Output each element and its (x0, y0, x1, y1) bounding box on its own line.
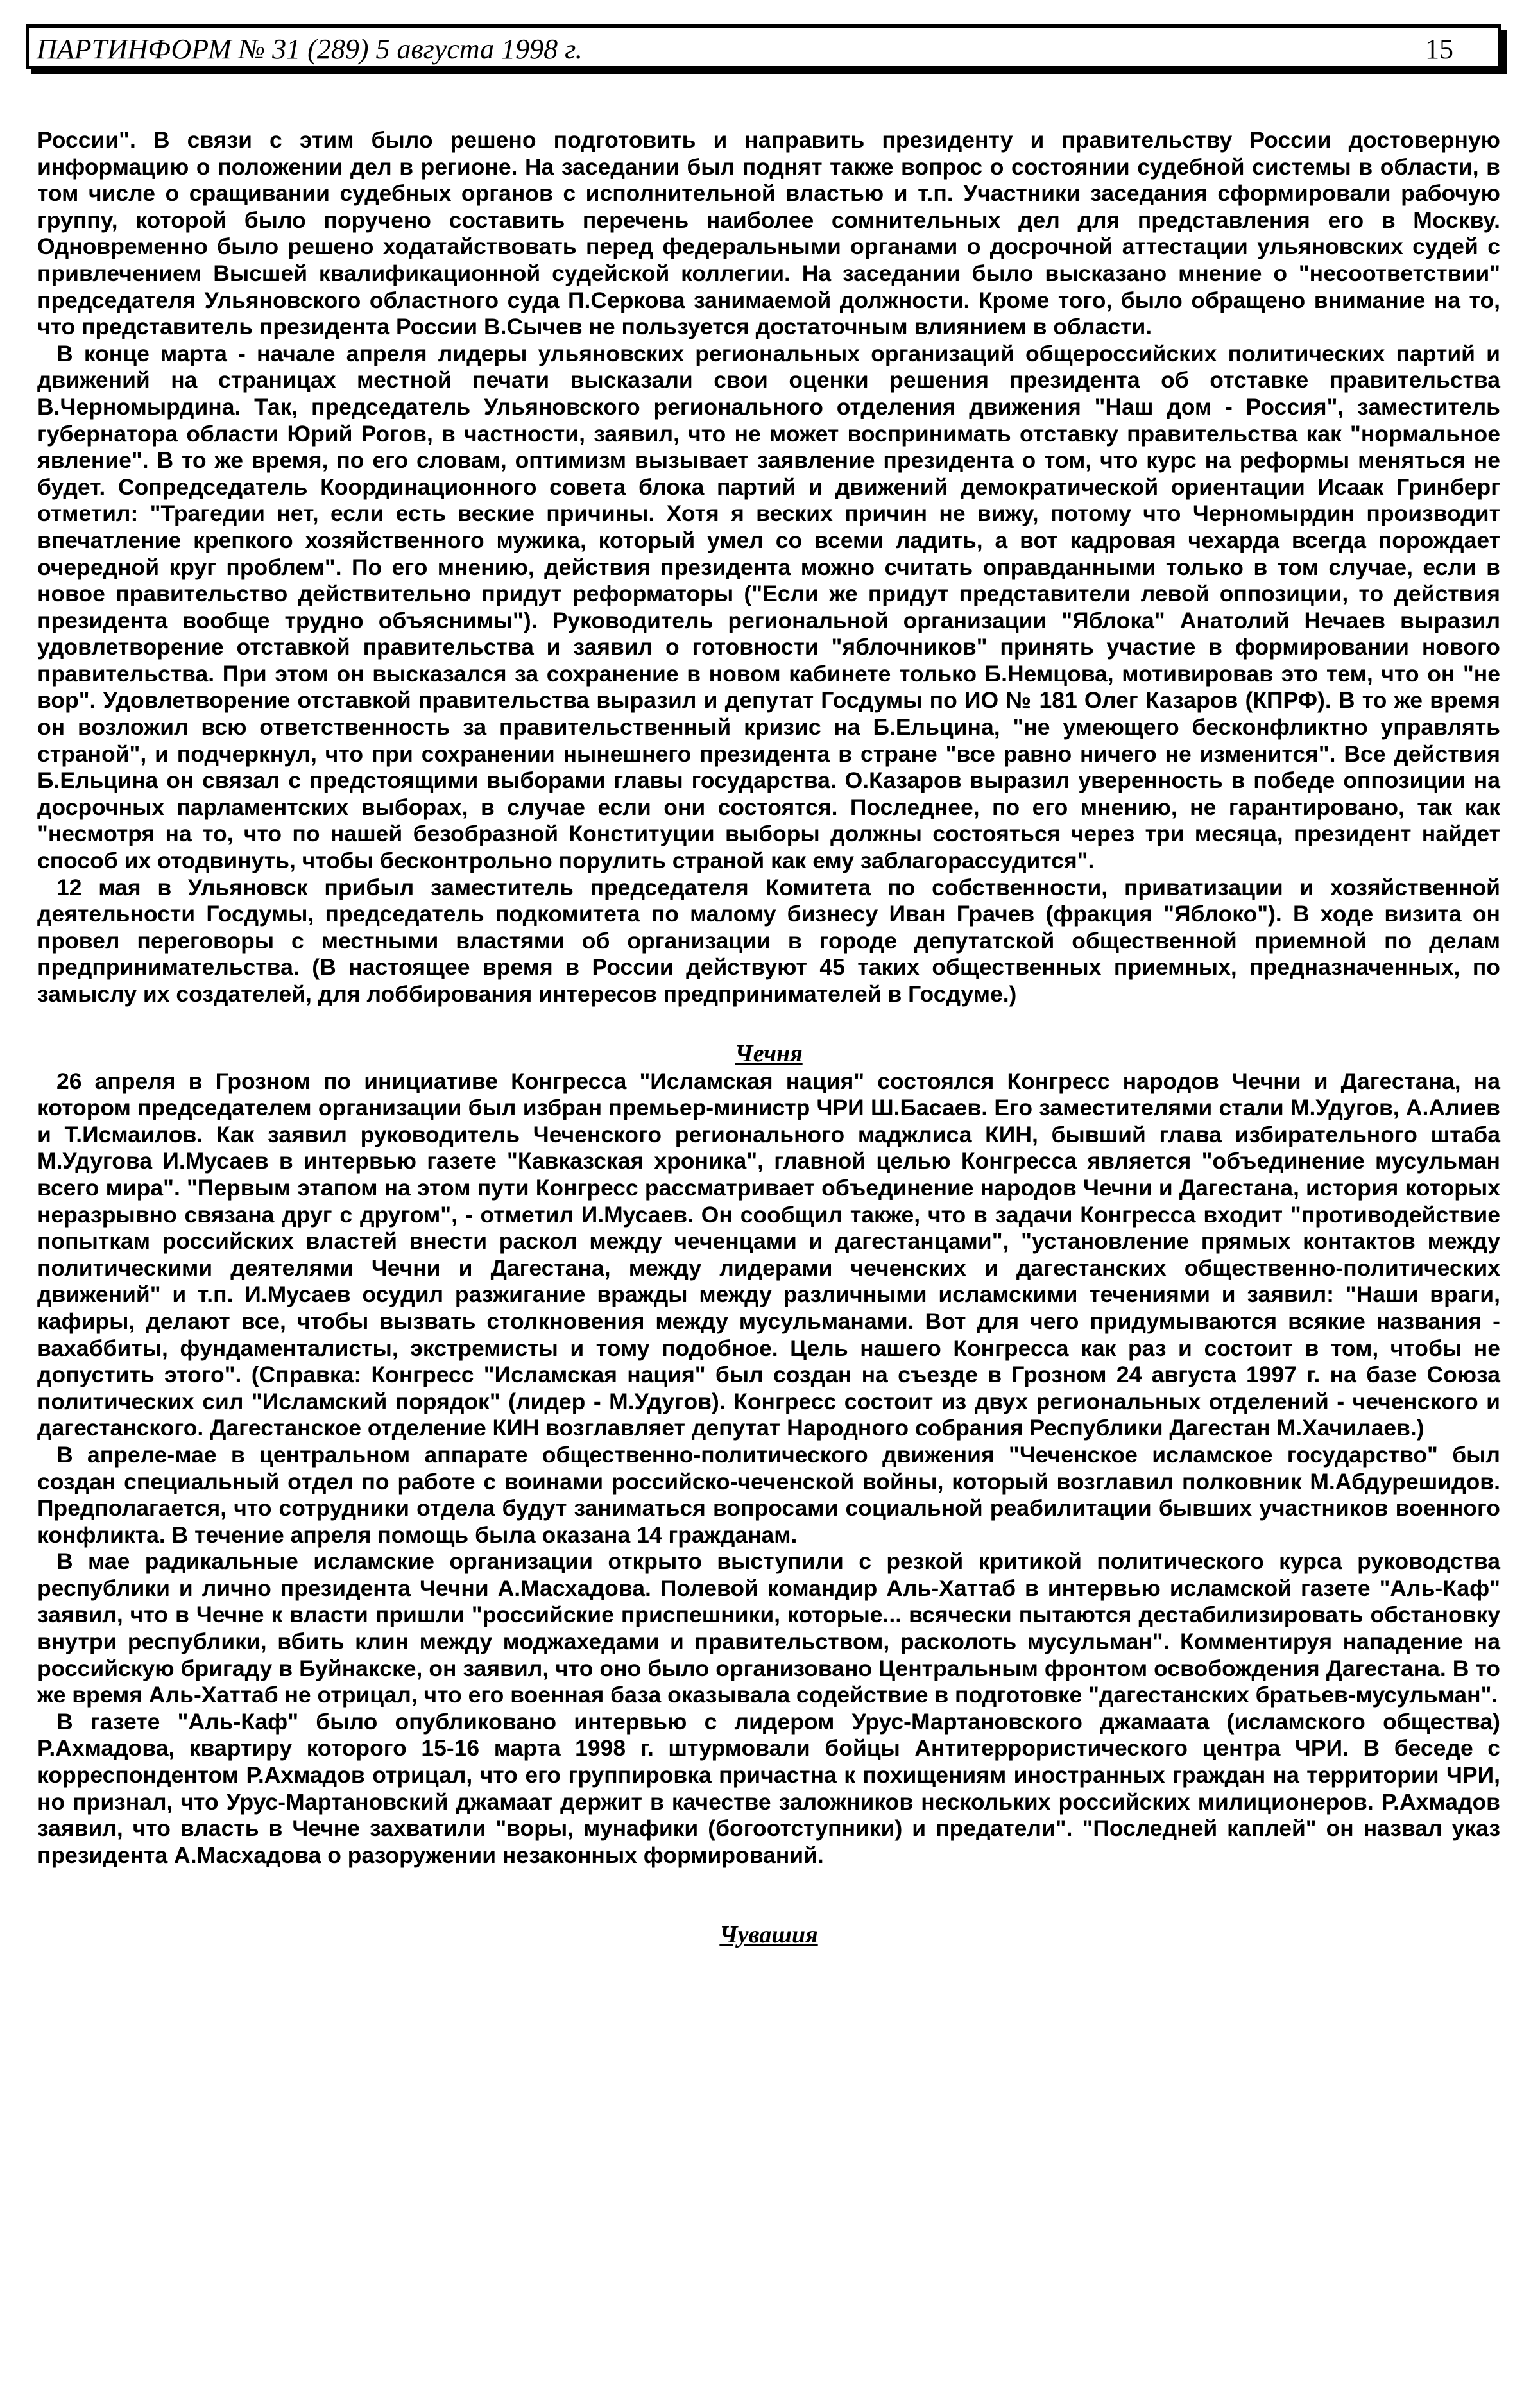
paragraph: В конце марта - начале апреля лидеры ульяновских региональных организаций общероссийских политических партий и движений на страницах местной печати высказали свои оценки решения президента об отставке правительства В.Черномырдина. Так, председатель Ульяновского регионального отделения движения "Наш дом - Россия", заместитель губернатора области Юрий Рогов, в частности, заявил, что не может воспринимать отставку правительства как "нормальное явление". В то же время, по его словам, оптимизм вызывает заявление президента о том, что курс на реформы меняться не будет. Сопредседатель Координационного совета блока партий и движений демократической ориентации Исаак Гринберг отметил: "Трагедии нет, если есть веские причины. Хотя я веских причин не вижу, потому что Черномырдин производит впечатление крепкого хозяйственного мужика, который умел со всеми ладить, а вот кадровая чехарда всегда порождает очередной круг проблем". По его мнению, действия президента можно считать оправданными только в том случае, если в новое правительство действительно придут реформаторы ("Если же придут представители левой оппозиции, то действия президента вообще трудно объяснимы"). Руководитель региональной организации "Яблока" Анатолий Нечаев выразил удовлетворение отставкой правительства и заявил о готовности "яблочников" принять участие в формировании нового правительства. При этом он высказался за сохранение в новом кабинете только Б.Немцова, мотивировав это тем, что он "не вор". Удовлетворение отставкой правительства выразил и депутат Госдумы по ИО № 181 Олег Казаров (КПРФ). В то же время он возложил всю ответственность за правительственный кризис на Б.Ельцина, "не умеющего бесконфликтно управлять страной", и подчеркнул, что при сохранении нынешнего президента в стране "все равно ничего не изменится". Все действия Б.Ельцина он связал с предстоящими выборами главы государства. О.Казаров выразил уверенность в победе оппозиции на досрочных парламентских выборах, в случае если они состоятся. Последнее, по его мнению, не гарантировано, так как "несмотря на то, что по нашей безобразной Конституции выборы должны состояться через три месяца, президент найдет способ их отодвинуть, чтобы бесконтрольно порулить страной как ему заблагорассудится". (37, 340, 1500, 874)
paragraph: В апреле-мае в центральном аппарате общественно-политического движения "Чеченское исламское государство" был создан специальный отдел по работе с воинами российско-чеченской войны, который возглавил полковник М.Абдурешидов. Предполагается, что сотрудники отдела будут заниматься вопросами социальной реабилитации бывших участников военного конфликта. В течение апреля помощь была оказана 14 гражданам. (37, 1441, 1500, 1548)
paragraph: 26 апреля в Грозном по инициативе Конгресса "Исламская нация" состоялся Конгресс народов Чечни и Дагестана, на котором председателем организации был избран премьер-министр ЧРИ Ш.Басаев. Его заместителями стали М.Удугов, А.Алиев и Т.Исмаилов. Как заявил руководитель Чеченского регионального маджлиса КИН, бывший глава избирательного штаба М.Удугова И.Мусаев в интервью газете "Кавказская хроника", главной целью Конгресса является "объединение мусульман всего мира". "Первым этапом на этом пути Конгресс рассматривает объединение народов Чечни и Дагестана, история которых неразрывно связана друг с другом", - отметил И.Мусаев. Он сообщил также, что в задачи Конгресса входит "противодействие попыткам российских властей внести раскол между чеченцами и дагестанцами", "установление прямых контактов между политическими деятелями Чечни и Дагестана, между лидерами чеченских и дагестанских общественно-политических движений" и т.п. И.Мусаев осудил разжигание вражды между различными исламскими течениями и заявил: "Наши враги, кафиры, делают все, чтобы вызвать столкновения между мусульманами. Вот для чего придумываются всякие названия - вахаббиты, фундаменталисты, экстремисты и тому подобное. Цель нашего Конгресса как раз и состоит в том, чтобы не допустить этого". (Справка: Конгресс "Исламская нация" был создан на съезде в Грозном 24 августа 1997 г. на базе Союза политических сил "Исламский порядок" (лидер - М.Удугов). Конгресс состоит из двух региональных отделений - чеченского и дагестанского. Дагестанское отделение КИН возглавляет депутат Народного собрания Республики Дагестан М.Хачилаев.) (37, 1068, 1500, 1441)
paragraph: В газете "Аль-Каф" было опубликовано интервью с лидером Урус-Мартановского джамаата (исламского общества) Р.Ахмадова, квартиру которого 15-16 марта 1998 г. штурмовали бойцы Антитеррористического центра ЧРИ. В беседе с корреспондентом Р.Ахмадов отрицал, что его группировка причастна к похищениям иностранных граждан на территории ЧРИ, но признал, что Урус-Мартановский джамаат держит в качестве заложников нескольких российских милиционеров. Р.Ахмадов заявил, что власть в Чечне захватили "воры, мунафики (богоотступники) и предатели". "Последней каплей" он назвал указ президента А.Масхадова о разоружении незаконных формирований. (37, 1708, 1500, 1868)
article-body (37, 127, 1500, 1949)
paragraph: 12 мая в Ульяновск прибыл заместитель председателя Комитета по собственности, приватизации и хозяйственной деятельности Госдумы, председатель подкомитета по малому бизнесу Иван Грачев (фракция "Яблоко"). В ходе визита он провел переговоры с местными властями об организации в городе депутатской общественной приемной по делам предпринимательства. (В настоящее время в России действуют 45 таких общественных приемных, предназначенных, по замыслу их создателей, для лоббирования интересов предпринимателей в Госдуме.) (37, 874, 1500, 1007)
paragraph: В мае радикальные исламские организации открыто выступили с резкой критикой политического курса руководства республики и лично президента Чечни А.Масхадова. Полевой командир Аль-Хаттаб в интервью исламской газете "Аль-Каф" заявил, что в Чечне к власти пришли "российские приспешники, которые... всячески пытаются дестабилизировать обстановку внутри республики, вбить клин между моджахедами и правительством, расколоть мусульман". Комментируя нападение на российскую бригаду в Буйнакске, он заявил, что оно было организовано Центральным фронтом освобождения Дагестана. В то же время Аль-Хаттаб не отрицал, что его военная база оказывала содействие в подготовке "дагестанских братьев-мусульман". (37, 1548, 1500, 1708)
publication-title: ПАРТИНФОРМ № 31 (289) 5 августа 1998 г. (37, 33, 583, 65)
page-header (26, 24, 1502, 69)
paragraph: России". В связи с этим было решено подготовить и направить президенту и правительству России достоверную информацию о положении дел в регионе. На заседании был поднят также вопрос о состоянии судебной системы в области, в том числе о сращивании судебных органов с исполнительной властью и т.п. Участники заседания сформировали рабочую группу, которой было поручено составить перечень наиболее сомнительных дел для представления его в Москву. Одновременно было решено ходатайствовать перед федеральными органами о досрочной аттестации ульяновских судей с привлечением Высшей квалификационной судейской коллегии. На заседании было высказано мнение о "несоответствии" председателя Ульяновского областного суда П.Серкова занимаемой должности. Кроме того, было обращено внимание на то, что представитель президента России В.Сычев не пользуется достаточным влиянием в области. (37, 127, 1500, 340)
section-title-chechnya: Чечня (735, 1040, 803, 1067)
section-title-chuvashia: Чувашия (719, 1921, 818, 1949)
page-number: 15 (1425, 33, 1453, 65)
